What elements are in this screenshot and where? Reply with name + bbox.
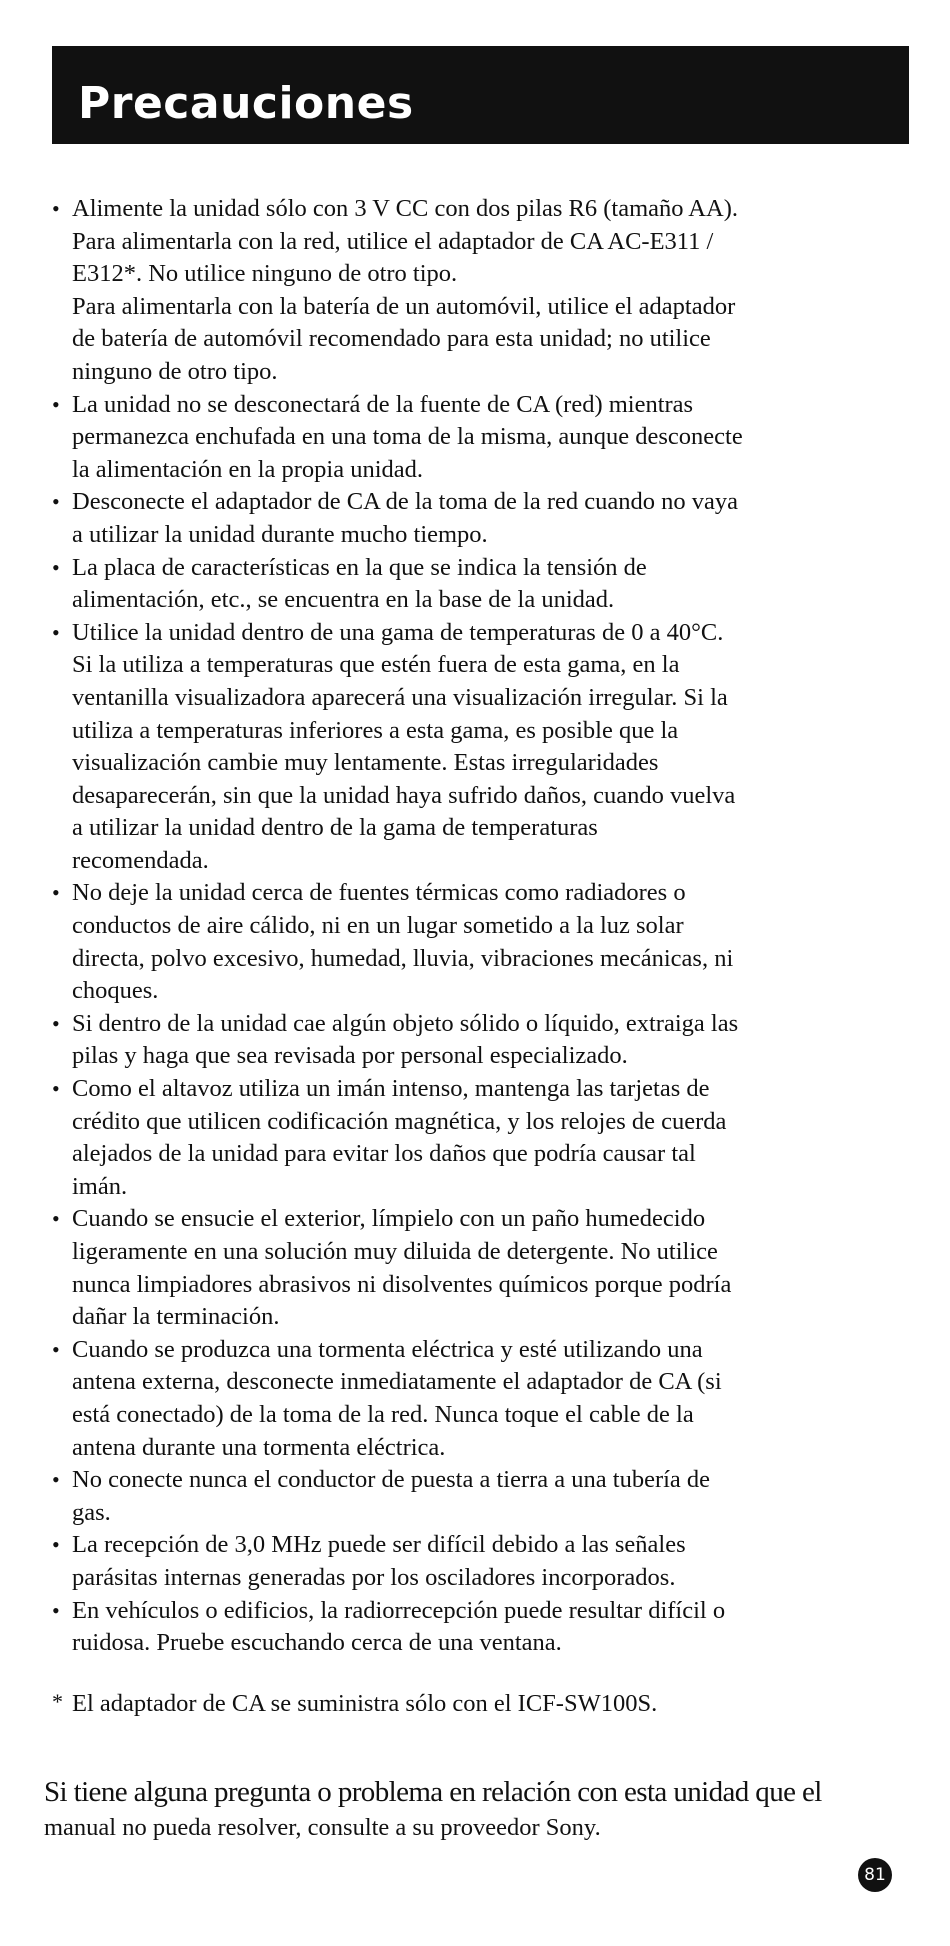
list-item — [52, 1203, 902, 1333]
list-item-text: La placa de características en la que se indica la tensión de alimentación, etc., se encuentra en la base de la unidad. — [72, 553, 647, 614]
list-item — [52, 1073, 902, 1203]
list-item — [52, 877, 902, 1007]
list-item — [52, 193, 902, 389]
bullet-icon: • — [52, 1532, 60, 1558]
precautions-list — [52, 193, 902, 1660]
list-item — [52, 1595, 902, 1660]
asterisk-icon: * — [52, 1688, 63, 1714]
list-item — [52, 389, 902, 487]
precautions-content — [52, 193, 902, 1720]
list-item — [52, 1008, 902, 1073]
list-item-text: La recepción de 3,0 MHz puede ser difícil debido a las señales parásitas internas generadas por los osciladores incorporados. — [72, 1531, 686, 1591]
list-item — [52, 552, 902, 617]
closing-note — [44, 1775, 906, 1845]
section-header — [52, 46, 909, 144]
bullet-icon: • — [52, 1597, 60, 1623]
bullet-icon: • — [52, 1336, 60, 1362]
list-item-text: En vehículos o edificios, la radiorrecepción puede resultar difícil o ruidosa. Pruebe escuchando cerca de una ventana. — [72, 1596, 726, 1657]
list-item-text: Cuando se ensucie el exterior, límpielo con un paño humedecido ligeramente en una solución muy diluida de detergente. No utilice nunca limpiadores abrasivos ni disolventes químicos porque podría dañar la terminación. — [72, 1205, 732, 1331]
list-item-text: Si dentro de la unidad cae algún objeto sólido o líquido, extraiga las pilas y haga que sea revisada por personal especializado. — [72, 1009, 739, 1070]
bullet-icon: • — [52, 1010, 60, 1036]
list-item-text: Como el altavoz utiliza un imán intenso, mantenga las tarjetas de crédito que utilicen codificación magnética, y los relojes de cuerda alejados de la unidad para evitar los daños que podría causar tal imán. — [72, 1075, 727, 1200]
list-item-text: No deje la unidad cerca de fuentes térmicas como radiadores o conductos de aire cálido, ni en un lugar sometido a la luz solar directa, polvo excesivo, humedad, lluvia, vibraciones mecánicas, ni choques. — [72, 879, 734, 1005]
bullet-icon: • — [52, 619, 60, 645]
list-item — [52, 617, 902, 878]
list-item-text: No conecte nunca el conductor de puesta a tierra a una tubería de gas. — [72, 1466, 711, 1526]
closing-line-1: Si tiene alguna pregunta o problema en relación con esta unidad que el — [44, 1776, 822, 1808]
bullet-icon: • — [52, 391, 60, 417]
list-item-text: Desconecte el adaptador de CA de la toma de la red cuando no vaya a utilizar la unidad durante mucho tiempo. — [72, 488, 738, 548]
footnote — [52, 1688, 902, 1721]
footnote-text: El adaptador de CA se suministra sólo con el ICF-SW100S. — [72, 1689, 658, 1717]
list-item — [52, 1464, 902, 1529]
bullet-icon: • — [52, 489, 60, 515]
bullet-icon: • — [52, 1206, 60, 1232]
bullet-icon: • — [52, 1467, 60, 1493]
bullet-icon: • — [52, 196, 60, 221]
list-item — [52, 486, 902, 551]
page-number-badge: 81 — [858, 1858, 892, 1892]
list-item-text: Alimente la unidad sólo con 3 V CC con dos pilas R6 (tamaño AA). Para alimentarla con la red, utilice el adaptador de CA AC-E311 / E312*. No utilice ninguno de otro tipo. Para alimentarla con la batería de un automóvil, utilice el adaptador de batería de automóvil recomendado para esta unidad; no utilice ninguno de otro tipo. — [72, 195, 738, 385]
list-item-text: Cuando se produzca una tormenta eléctrica y esté utilizando una antena externa, desconecte inmediatamente el adaptador de CA (si está conectado) de la toma de la red. Nunca toque el cable de la antena durante una tormenta eléctrica. — [72, 1335, 722, 1461]
list-item — [52, 1529, 902, 1594]
list-item — [52, 1334, 902, 1464]
bullet-icon: • — [52, 880, 60, 906]
bullet-icon: • — [52, 554, 60, 580]
list-item-text: La unidad no se desconectará de la fuente de CA (red) mientras permanezca enchufada en una toma de la misma, aunque desconecte la alimentación en la propia unidad. — [72, 390, 743, 483]
page-title: Precauciones — [78, 78, 414, 129]
list-item-text: Utilice la unidad dentro de una gama de temperaturas de 0 a 40°C. Si la utiliza a temperaturas que estén fuera de esta gama, en la ventanilla visualizadora aparecerá una visualización irregular. Si la utiliza a temperaturas inferiores a esta gama, es posible que la visualización cambie muy lentamente. Estas irregularidades desaparecerán, sin que la unidad haya sufrido daños, cuando vuelva a utilizar la unidad dentro de la gama de temperaturas recomendada. — [72, 618, 736, 874]
bullet-icon: • — [52, 1076, 60, 1102]
closing-line-2: manual no pueda resolver, consulte a su proveedor Sony. — [44, 1814, 601, 1841]
